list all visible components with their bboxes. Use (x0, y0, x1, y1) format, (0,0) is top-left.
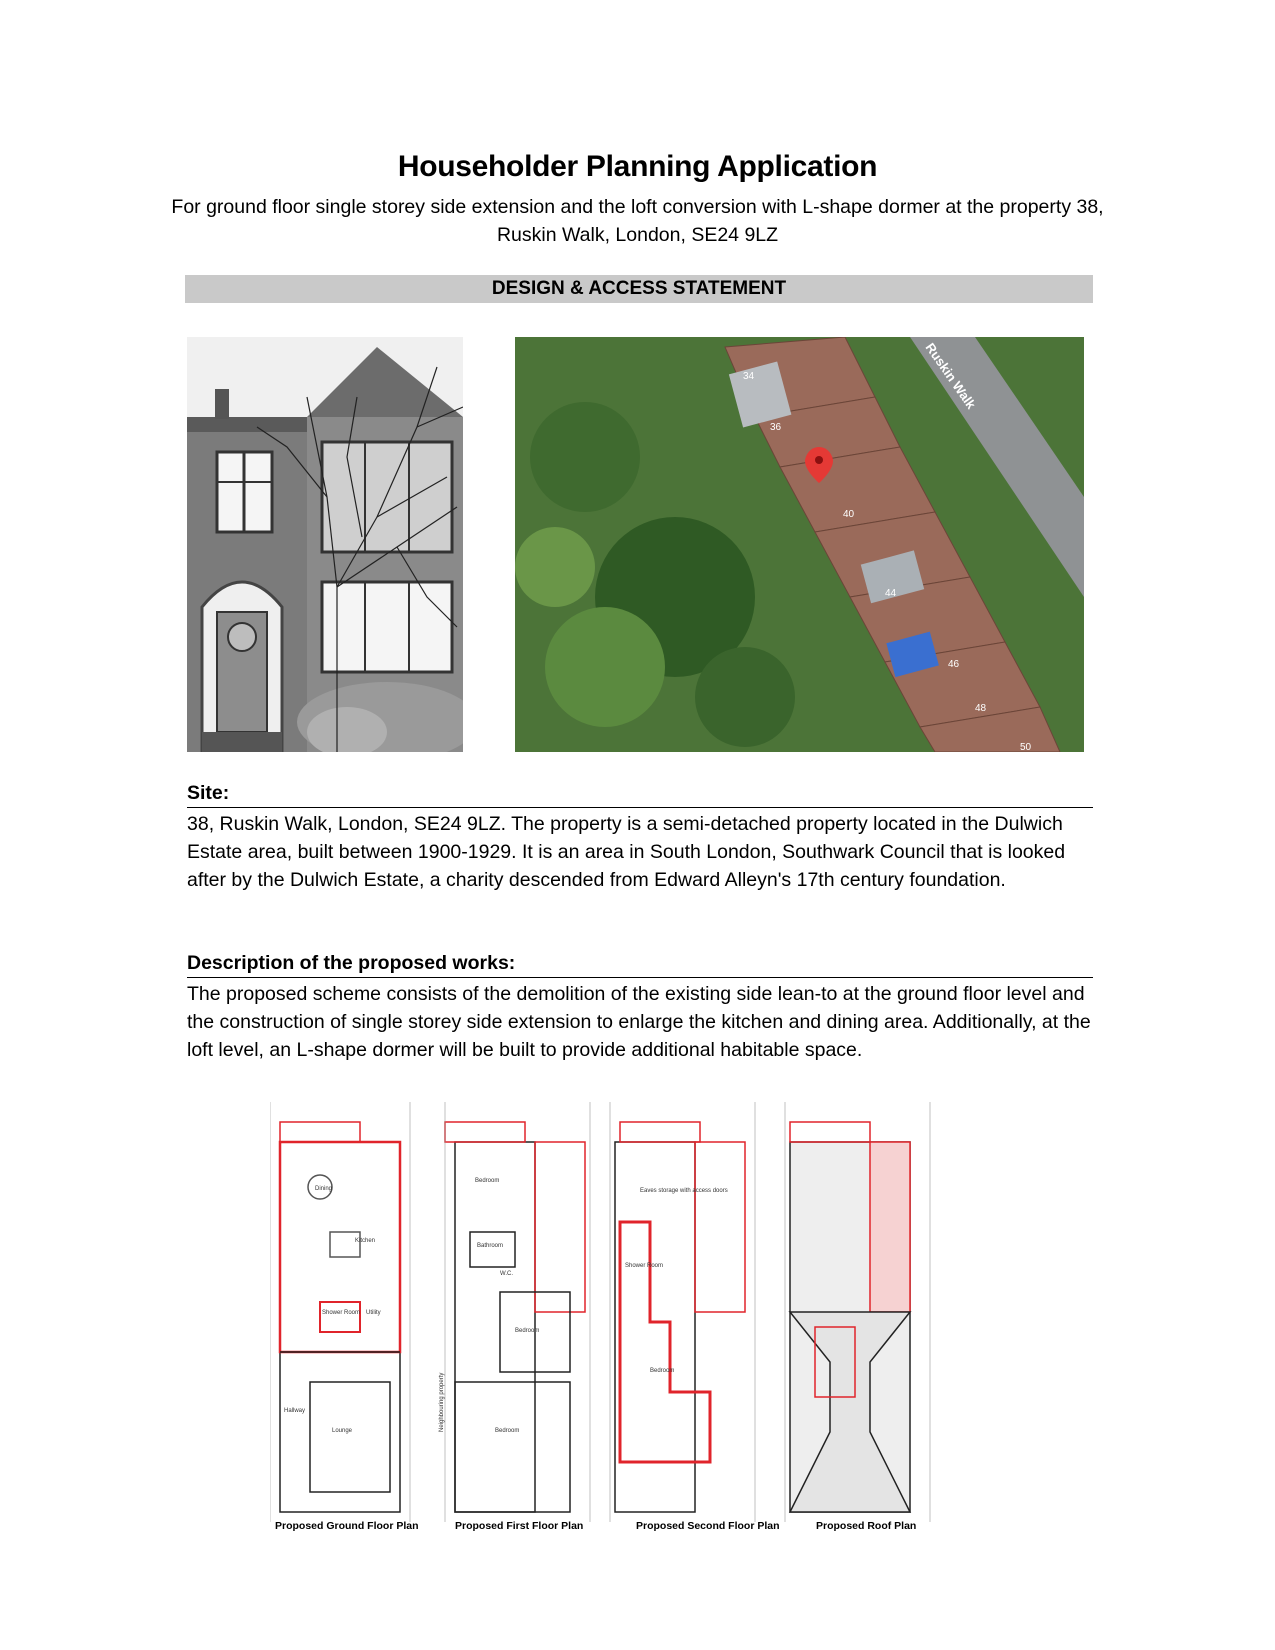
aerial-map (515, 337, 1084, 752)
roof-plan (785, 1102, 930, 1522)
neighbouring-property-label: Neighbouring property (439, 1372, 445, 1432)
room-bedroom-loft: Bedroom (650, 1368, 675, 1374)
page-subtitle: For ground floor single storey side extension and the loft conversion with L-shape dormer at the property 38, Ruskin Walk, London, SE24 9LZ (171, 196, 1104, 246)
house-number-34: 34 (743, 371, 755, 382)
house-number-36: 36 (770, 422, 782, 433)
room-bathroom: Bathroom (477, 1243, 504, 1249)
works-text: The proposed scheme consists of the demolition of the existing side lean-to at the ground floor level and the construction of single storey side extension to enlarge the kitchen and dining area. Additionally, at the loft level, an L-shape dormer will be built to provide additional habitable space. (187, 983, 1091, 1061)
house-number-46: 46 (948, 659, 960, 670)
room-kitchen: Kitchen (355, 1238, 376, 1244)
room-bedroom-1: Bedroom (475, 1178, 500, 1184)
roof-plan-label: Proposed Roof Plan (816, 1520, 917, 1532)
street-label: Ruskin Walk (922, 340, 979, 412)
room-wc: W.C. (500, 1271, 513, 1277)
room-bedroom-3: Bedroom (495, 1428, 520, 1434)
second-floor-plan (610, 1102, 755, 1522)
site-text: 38, Ruskin Walk, London, SE24 9LZ. The property is a semi-detached property located in the Dulwich Estate area, built between 1900-1929. It is an area in South London, Southwark Council that is looked after by the Dulwich Estate, a charity descended from Edward Alleyn's 17th century foundation. (187, 813, 1066, 891)
house-number-48: 48 (975, 703, 987, 714)
second-plan-label: Proposed Second Floor Plan (636, 1520, 780, 1532)
works-heading: Description of the proposed works: (187, 952, 1093, 978)
house-number-44: 44 (885, 588, 897, 599)
section-banner: DESIGN & ACCESS STATEMENT (185, 275, 1093, 303)
room-lounge: Lounge (332, 1428, 353, 1434)
room-bedroom-2: Bedroom (515, 1328, 540, 1334)
room-shower: Shower Room (322, 1310, 361, 1316)
house-number-50: 50 (1020, 742, 1032, 752)
room-eaves-storage: Eaves storage with access doors (640, 1188, 728, 1194)
room-shower-2: Shower Room (625, 1263, 664, 1269)
room-dining: Dining (315, 1186, 333, 1192)
ground-plan-label: Proposed Ground Floor Plan (275, 1520, 419, 1532)
site-heading: Site: (187, 782, 1093, 808)
room-utility: Utility (366, 1310, 381, 1316)
page-title: Householder Planning Application (397, 150, 878, 183)
house-front-photo (187, 337, 463, 752)
room-hallway: Hallway (284, 1408, 306, 1414)
floor-plans (270, 1102, 1010, 1542)
first-floor-plan (445, 1102, 590, 1522)
house-number-40: 40 (843, 509, 855, 520)
first-plan-label: Proposed First Floor Plan (455, 1520, 584, 1532)
